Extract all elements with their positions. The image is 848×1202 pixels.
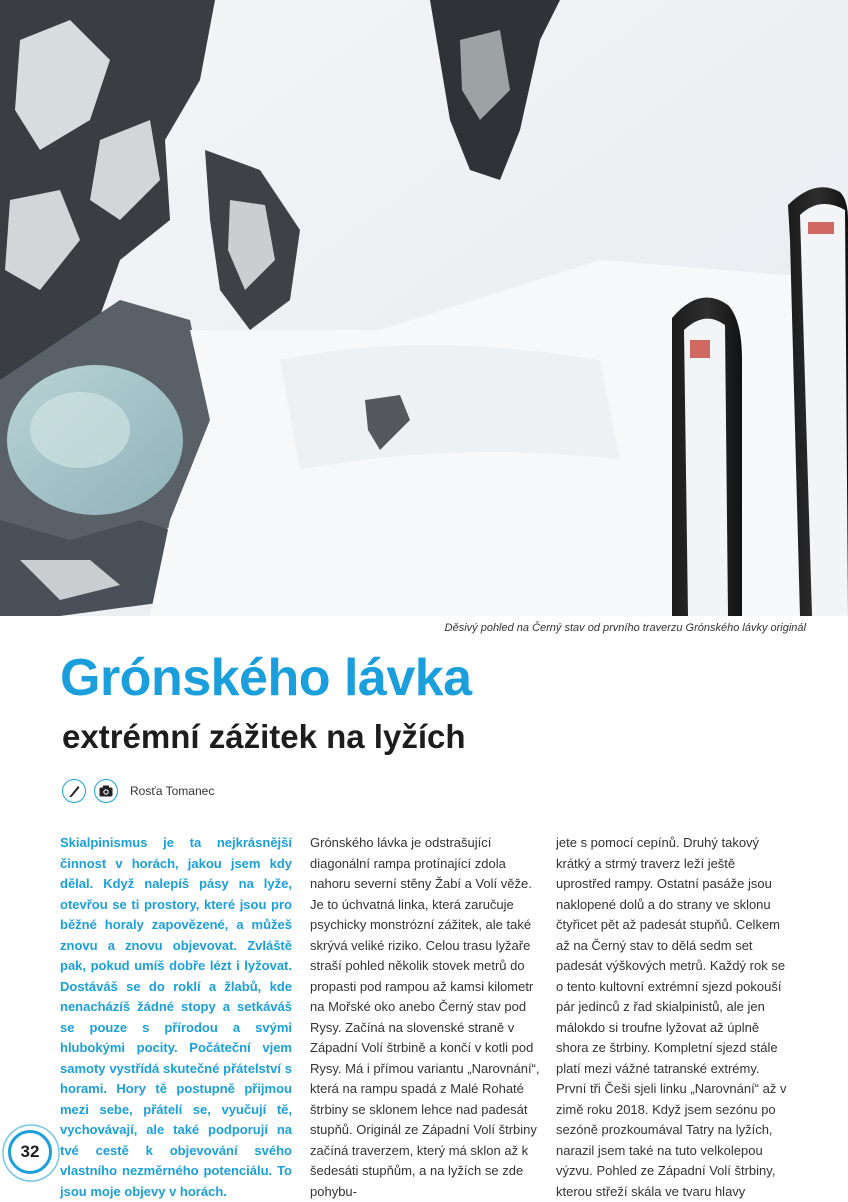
camera-icon xyxy=(94,779,118,803)
article-subtitle: extrémní zážitek na lyžích xyxy=(62,718,466,755)
page-number: 32 xyxy=(8,1130,52,1174)
intro-column: Skialpinismus je ta nejkrásnější činnost v horách, jakou jsem kdy dělal. Když nalepíš pásy na lyže, otevřou se ti prostory, které jsou pro běžné horaly zapovězené, a můžeš znovu a znovu objevovat. Zvláště pak, pokud umíš dobře lézt i lyžovat. Dostáváš se do roklí a žlabů, kde nenacházíš žádné stopy a setkáváš se pouze s přírodou a svými hlubokými pocity. Počáteční vjem samoty vystřídá skutečné přátelství s horami. Hory tě postupně přijmou mezi sebe, přátelí se, vyučují tě, vychovávají, ale také podporují na tvé cestě k objevování svého vlastního nezměrného potenciálu. To jsou moje objevy v horách. xyxy=(60,835,292,1199)
article-title: Grónského lávka xyxy=(60,649,472,707)
byline xyxy=(62,779,214,803)
body-column-2: jete s pomocí cepínů. Druhý takový krátký a strmý traverz leží ještě uprostřed rampy. Ostatní pasáže jsou naklopené dolů a do strany ve sklonu čtyřicet pět až padesát stupňů. Celkem až na Černý stav to dělá sedm set padesát výškových metrů. Každý rok se o tento kultovní extrémní sjezd pokouší pár jedinců z řad skialpinistů, ale jen málokdo si troufne lyžovat až úplně shora ze štrbiny. Kompletní sjezd stále platí mezi vážné tatranské extrémy. První tři Češi sjeli linku „Narovnání“ až v zimě roku 2018. Když jsem sezónu po sezóně prozkoumával Tatry na lyžích, narazil jsem také na tuto velkolepou výzvu. Pohled ze Západní Volí štrbiny, kterou střeží skála ve tvaru hlavy xyxy=(556,835,787,1199)
body-column-1: Grónského lávka je odstrašující diagonální rampa protínající zdola nahoru severní stěny Žabí a Volí věže. Je to úchvatná linka, která zaručuje psychicky monstrózní zážitek, ale také skrývá veliké riziko. Celou trasu lyžaře straší pohled několik stovek metrů do propasti pod rampou až kamsi kilometr na Mořské oko anebo Černý stav pod Rysy. Začíná na slovenské straně v Západní Volí štrbině a končí v kotli pod Rysy. Má i přímou variantu „Narovnání“, která na rampu spadá z Malé Rohaté štrbiny se sklonem lehce nad padesát stupňů. Originál ze Západní Volí štrbiny začíná traverzem, který má sklon až k šedesáti stupňům, a na lyžích se zde pohybu- xyxy=(310,835,540,1199)
author-name: Rosťa Tomanec xyxy=(130,784,215,798)
photo-caption: Děsivý pohled na Černý stav od prvního traverzu Grónského lávky originál xyxy=(444,622,806,634)
pen-icon xyxy=(62,779,86,803)
